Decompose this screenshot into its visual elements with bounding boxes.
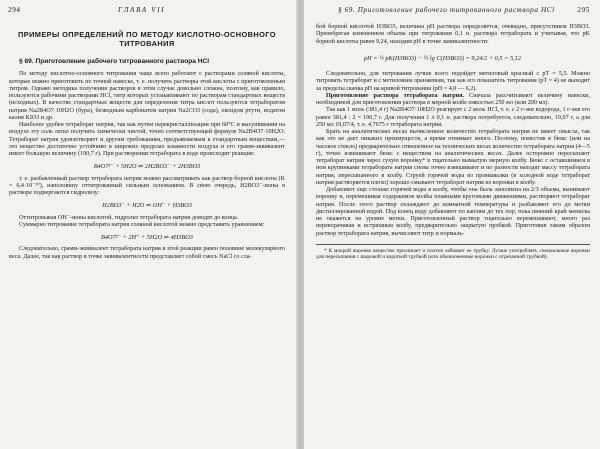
- paragraph: Оттитровывая OH⁻-ионы кислотой, гидролиз тетрабората натрия доводят до конца.: [19, 214, 239, 221]
- paragraph: Наиболее удобен тетраборат натрия, так как путем перекристаллизации при 60°С и высушивания на воздухе эту соль легко получить химически чистой, точно соответствующей формуле Na2B4O7·10H2O. Тетраборат натрия удовлетворяет и другим требованиям, предъявляемым к стандартным веществам,— это вещество достаточно устойчиво в широких пределах влажности воздуха и его грамм-эквивалент имеет большую величину (190,7 г). При растворении тетрабората в воде происходит реакция:: [9, 122, 285, 157]
- paragraph: Следовательно, для титрования лучше всего подойдет метиловый красный с pT = 5,5. Можно титровать тетраборат и с метиловым оранжевым, так как его показатель титрования (pT = 4) не выходит за пределы скачка pH на кривой титрования (pH = 4,0 — 6,2).: [316, 71, 590, 92]
- paragraph: Следовательно, грамм-эквивалент тетрабората натрия в этой реакции равен половине молекулярного веса. Далее, так как раствор в точке эквивалентности представляет собой смесь NaCl со сла-: [9, 246, 285, 260]
- footnote: [316, 244, 590, 261]
- left-page: [0, 0, 296, 449]
- left-page-number: 294: [8, 6, 21, 14]
- right-text-column: [316, 24, 590, 449]
- paragraph: Добавляют еще столько горячей воды в колбу, чтобы она была заполнена на 2/3 объема, вынимают воронку и, перемешивая содержимое колбы плавными круговыми движениями, растворяют тетраборат натрия. После этого раствор охлаждают до комнатной температуры и разбавляют его до метки дистиллированной водой. Под конец воду добавляют по каплям до тех пор, пока нижний край мениска не окажется на уровне метки. Приготовленный раствор тщательно перемешивают, много раз переворачивая и встряхивая колбу, предварительно закрытую пробкой. Приготовив таким образом раствор тетрабората натрия, вычисляют титр и нормаль-: [316, 187, 590, 237]
- paragraph: т. е. разбавленный раствор тетрабората натрия можно рассматривать как раствор борной кислоты (K = 6,4·10⁻¹⁰), наполовину оттитрованный сильным основанием. В свою очередь, H2BO3⁻-ионы в растворе подвергаются гидролизу:: [9, 175, 285, 196]
- equation: B4O7²⁻ + 5H2O ⇌ 2H2BO3⁻ + 2H3BO3: [93, 163, 201, 171]
- paragraph: Суммарно титрование тетрабората натрия соляной кислотой можно представить уравнением:: [19, 221, 265, 228]
- paragraph: По методу кислотно-основного титрования чаще всего работают с растворами соляной кислоты, которые можно приготовить по точной навеске, т. е. получить растворы этой кислоты с приготовленным титром. Однако методика получения растворов в этом случае довольно сложна, поэтому, как правило, пользуются рабочими растворами HCl, титр которых устанавливают по растворам стандартных веществ (исходных). В качестве стандартных веществ для определения титра кислот пользуются тетраборатом натрия Na2B4O7·10H2O (бура), безводным карбонатом натрия Na2CO3 (сода), оксидом ртути, иодатом калия KIO3 и др.: [9, 71, 285, 121]
- section-running-title: § 69. Приготовление рабочего титрованного раствора HCl: [338, 6, 555, 14]
- paragraph: Брать на аналитических весах вычисленное количество тетрабората натрия не имеет смысла, так как это не дает никаких преимуществ, а время отнимает много. Поэтому, поместив в бюкс (или на часовое стекло) предварительно отвешенное на технических весах количество тетрабората натрия (4—5 г), точно взвешивают бюкс с веществом на аналитических весах. Далее осторожно пересыпают тетраборат натрия через сухую воронку* в тщательно вымытую мерную колбу. Бюкс с оставшимися в нем крупинками тетрабората натрия снова точно взвешивают и по разности находят массу тетрабората натрия, пересыпанного в колбу. Струей горячей воды из промывалки (в холодной воде тетраборат натрия растворяется плохо) хорошо смывают тетраборат натрия из воронки в колбу.: [316, 129, 590, 186]
- chapter-label: ГЛАВА VII: [118, 6, 166, 14]
- equation: H2BO3⁻ + H2O ⇌ OH⁻ + H3BO3: [102, 202, 192, 210]
- subsection-lead: Приготовление раствора тетрабората натрия.: [326, 92, 465, 99]
- paragraph: бой борной кислотой H3BO3, величина pH раствора определяется, очевидно, присутствием H3BO3. Пренебрегая изменением объема при титровании 0,1 н. раствора тетрабората и учитывая, что pK борной кислоты равен 9,24, находим pH в точке эквивалентности:: [316, 24, 590, 45]
- subsection-text: Сначала рассчитывают величину навески, необходимой для приготовления раствора в мерной колбе емкостью 250 мл (или 200 мл).: [316, 92, 591, 106]
- right-page-number: 295: [577, 6, 590, 14]
- equation: pH = ½ pK(H3BO3) − ½ lg C(H3BO3) = 9,24/2 + 0,5 = 5,12: [364, 54, 521, 62]
- chapter-title: ПРИМЕРЫ ОПРЕДЕЛЕНИЙ ПО МЕТОДУ КИСЛОТНО-ОСНОВНОГО ТИТРОВАНИЯ: [18, 30, 276, 48]
- paragraph: Так как 1 моль (381,4 г) Na2B4O7·10H2O реагирует с 2 моль HCl, т. е. с 2 г-экв водорода, 1 г-экв его равен 381,4 : 2 = 190,7 г. Для получения 1 л 0,1 н. раствора потребуется, следовательно, 19,07 г, а для 250 мл 19,07/4, т. е. 4,7675 г тетрабората натрия.: [316, 107, 590, 128]
- book-gutter: [296, 0, 304, 449]
- left-running-head: [0, 6, 296, 18]
- right-page: [304, 0, 600, 449]
- equation: B4O7²⁻ + 2H⁺ + 5H2O ⇌ 4H3BO3: [101, 234, 193, 241]
- footnote-text: * К мокрой воронке вещество прилипает и плотно забивает ее трубку. Лучше употреблять специальные воронки для пересыпания с широкой и короткой трубкой (или обыкновенные воронки с отрезанной трубкой).: [316, 247, 590, 261]
- right-running-head: [304, 6, 600, 18]
- section-title: § 69. Приготовление рабочего титрованного раствора HCl: [19, 58, 210, 65]
- left-text-column: [9, 24, 285, 449]
- paragraph: [316, 93, 590, 108]
